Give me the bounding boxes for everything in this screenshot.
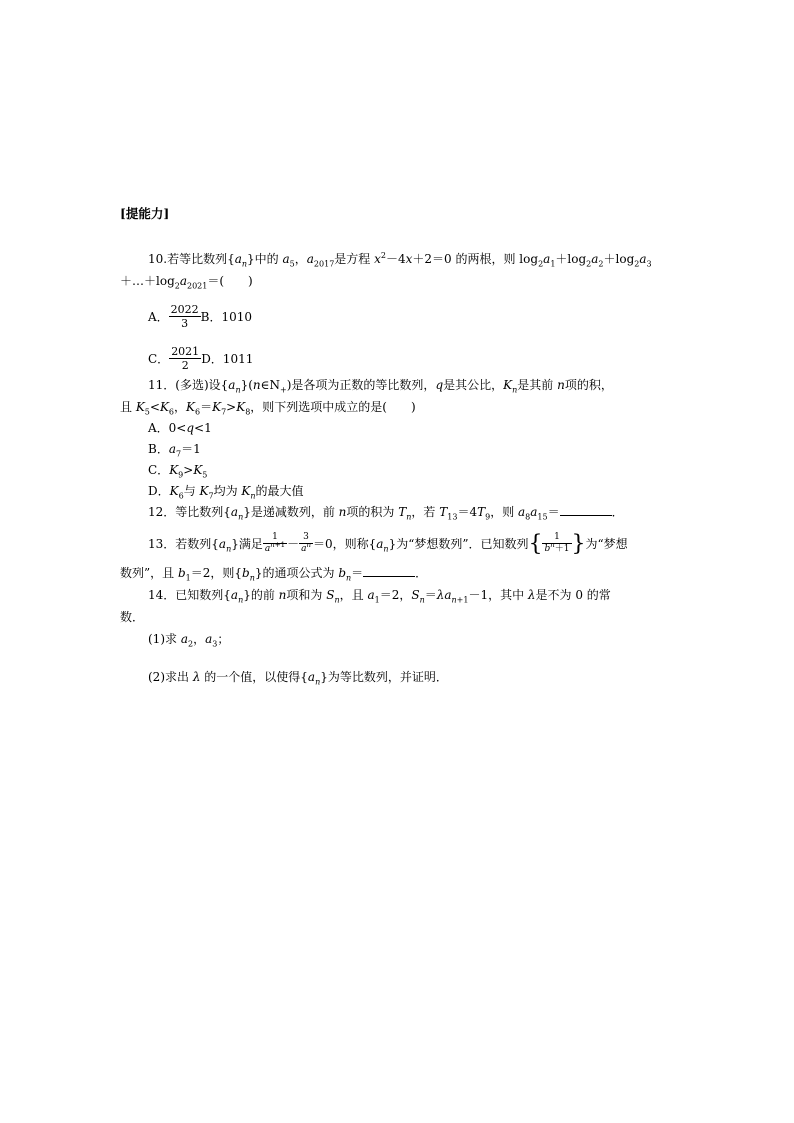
question-10-line-1: 10.若等比数列$\{a_n\}$中的 $a_5$，$a_{2017}$是方程 $x^2-4x+2=0$ 的两根，则 $\log_2a_1+\log_2a_2+\log_2a_3$ xyxy=(148,251,652,269)
q10-option-b: B．1010 xyxy=(200,310,253,324)
fraction-denominator: $a^{n+1}$ xyxy=(264,541,286,554)
q11-opt-d-text-4: 的最大值 xyxy=(255,484,304,498)
answer-blank[interactable] xyxy=(363,566,415,577)
left-brace: { xyxy=(528,531,543,557)
question-13-line-2: 数列”，且 $b_1=2$，则$\{b_n\}$的通项公式为 $b_n=$ ． xyxy=(120,566,428,583)
q11-text-10: ， xyxy=(174,400,187,414)
q11-option-c: C．$K_9>K_5$ xyxy=(148,463,208,480)
q14-part2-text-2: 的一个值，以使得{ xyxy=(204,670,308,684)
q11-text-12: > xyxy=(226,400,237,414)
q12-text-7: ＝ xyxy=(547,505,560,519)
q14-part-2: (2)求出 λ 的一个值，以使得$\{a_n\}$为等比数列，并证明． xyxy=(148,670,448,687)
section-title: [提能力] xyxy=(120,206,170,221)
q14-part2-text-3: }为等比数列，并证明． xyxy=(320,670,448,684)
math-var: x xyxy=(374,252,381,266)
q11-text-13: ，则下列选项中成立的是( ) xyxy=(250,400,416,414)
q10-text-5: －4 xyxy=(385,252,406,266)
math-var: a xyxy=(282,252,290,266)
q11-option-d: D．$K_6$与 $K_7$均为 $K_n$的最大值 xyxy=(148,484,304,501)
q14-text-7: －1，其中 xyxy=(468,588,528,602)
q13-text-7: ＝2，则{ xyxy=(190,566,243,580)
q13-minus: － xyxy=(287,537,300,551)
q13-fraction-1 xyxy=(263,532,287,555)
q14-text-8: 是不为 0 的常 xyxy=(535,588,611,602)
q13-text-10: ． xyxy=(415,566,428,580)
q11-option-b: B．$a_7=1$ xyxy=(148,442,201,459)
q12-text-4: ，若 xyxy=(411,505,440,519)
fraction-numerator: 3 xyxy=(303,532,309,542)
math-var: a xyxy=(306,252,314,266)
question-13-line-1: 13．若数列$\{a_n\}$满足 $\frac{1}{a^{n+1}}$ － $\frac{3}{a^n}$ ＝0，则称$\{a_n\}$为“梦想数列”．已知数列{ $\frac{1}{b^n+1}$ }为“梦想 xyxy=(148,531,628,557)
q11-text-5: 是其公比， xyxy=(443,378,504,392)
q11-opt-d-text-3: 均为 xyxy=(213,484,242,498)
q14-text-2: }的前 xyxy=(243,588,279,602)
q14-text-3: 项和为 xyxy=(286,588,327,602)
q11-opt-c-text-2: > xyxy=(183,463,194,477)
q13-text-1: 13．若数列{ xyxy=(148,537,219,551)
q11-text-11: ＝ xyxy=(200,400,213,414)
q13-text-8: }的通项公式为 xyxy=(254,566,339,580)
question-11-line-1: 11．(多选)设$\{a_n\}(n\in N_+)$是各项为正数的等比数列，q是其公比，$K_n$是其前 n项的积， xyxy=(148,378,613,395)
q14-part1-text-3: ； xyxy=(217,632,230,646)
question-11-line-2: 且 $K_5<K_6$，$K_6=K_7>K_8$，则下列选项中成立的是( ) xyxy=(120,400,416,417)
q14-part-1: (1)求 $a_2$，$a_3$； xyxy=(148,632,230,649)
q13-fraction-2 xyxy=(299,532,313,555)
math-var: x xyxy=(405,252,413,266)
q10-text-6: ＋2＝0 的两根，则 log xyxy=(412,252,539,266)
q10-option-c-fraction xyxy=(169,345,201,372)
q12-text-1: 12．等比数列{ xyxy=(148,505,231,519)
fraction-numerator: 2022 xyxy=(170,303,199,316)
q14-text-1: 14．已知数列{ xyxy=(148,588,231,602)
question-14-line-2: 数． xyxy=(120,610,145,624)
q10-option-a-label: A． xyxy=(148,310,169,324)
q14-text-5: ＝2， xyxy=(379,588,412,602)
fraction-numerator: 1 xyxy=(272,532,278,542)
question-12: 12．等比数列$\{a_n\}$是递减数列，前 n项的积为 $T_n$，若 $T_{13}=4T_9$，则 $a_8a_{15}=$ ． xyxy=(148,505,624,522)
q11-text-3: ∈N xyxy=(260,378,281,392)
q11-option-a: A．0<q<1 xyxy=(148,421,212,435)
right-brace: } xyxy=(571,531,586,557)
q13-text-2: }满足 xyxy=(231,537,263,551)
q11-opt-b-text-2: ＝1 xyxy=(181,442,201,456)
question-10-line-2: $+\dots+\log_2a_{2021}=$( ) xyxy=(120,274,253,291)
q11-opt-a-text-1: A．0< xyxy=(148,421,187,435)
q10-options-cd xyxy=(148,346,253,373)
math-var: $a_n$ xyxy=(234,252,248,269)
q10-text-2: }中的 xyxy=(247,252,283,266)
q12-text-8: ． xyxy=(611,505,624,519)
q10-text-7: ＋log xyxy=(555,252,587,266)
q10-text-4: 是方程 xyxy=(334,252,375,266)
q11-text-7: 项的积， xyxy=(564,378,613,392)
q10-text-1: 10.若等比数列{ xyxy=(148,252,235,266)
q11-opt-c-text-1: C． xyxy=(148,463,170,477)
q10-text-8: ＋log xyxy=(603,252,635,266)
q10-text-3: ， xyxy=(294,252,307,266)
q10-option-c-label: C． xyxy=(148,352,170,366)
q14-part1-text-1: (1)求 xyxy=(148,632,181,646)
q14-text-4: ，且 xyxy=(339,588,368,602)
q12-text-3: 项的积为 xyxy=(346,505,399,519)
q11-text-1: 11．(多选)设{ xyxy=(148,378,229,392)
q12-text-2: }是递减数列，前 xyxy=(243,505,339,519)
fraction-denominator: 3 xyxy=(169,316,201,330)
fraction-denominator: $b^n+1$ xyxy=(544,541,570,554)
q14-part2-text-1: (2)求出 xyxy=(148,670,193,684)
fraction-numerator: 2021 xyxy=(171,345,200,358)
q10-option-a-fraction xyxy=(169,303,201,330)
q12-text-5: ＝4 xyxy=(457,505,478,519)
q11-opt-d-text-1: D． xyxy=(148,484,170,498)
q11-opt-a-text-2: <1 xyxy=(194,421,212,435)
q11-text-2: }( xyxy=(240,378,253,392)
q10-option-d: D．1011 xyxy=(201,352,254,366)
q11-text-8: 且 xyxy=(120,400,136,414)
q13-fraction-3 xyxy=(542,532,571,555)
q11-text-9: < xyxy=(149,400,160,414)
q13-text-4: }为“梦想数列”．已知数列 xyxy=(388,537,529,551)
q11-text-6: 是其前 xyxy=(517,378,558,392)
q13-text-9: ＝ xyxy=(351,566,364,580)
q10-options-ab xyxy=(148,304,252,331)
q14-text-6: ＝ xyxy=(424,588,437,602)
q11-opt-b-text-1: B． xyxy=(148,442,169,456)
q10-text-9: ＋…＋log xyxy=(120,274,175,288)
question-14-line-1: 14．已知数列$\{a_n\}$的前 n项和为 $S_n$，且 $a_1=2$，$S_n=\lambda a_{n+1}-1$，其中 λ是不为 0 的常 xyxy=(148,588,611,605)
q11-opt-d-text-2: 与 xyxy=(183,484,200,498)
answer-blank[interactable] xyxy=(560,505,612,516)
q13-text-5: 为“梦想 xyxy=(585,537,628,551)
q13-text-3: ＝0，则称{ xyxy=(312,537,377,551)
q14-part1-text-2: ， xyxy=(193,632,206,646)
q11-text-4: )是各项为正数的等比数列， xyxy=(286,378,436,392)
q12-text-6: ，则 xyxy=(490,505,519,519)
fraction-numerator: 1 xyxy=(554,532,560,542)
fraction-denominator: $a^n$ xyxy=(301,541,311,554)
q10-answer-paren: ＝( ) xyxy=(207,274,253,288)
q13-text-6: 数列”，且 xyxy=(120,566,178,580)
fraction-denominator: 2 xyxy=(169,358,201,372)
